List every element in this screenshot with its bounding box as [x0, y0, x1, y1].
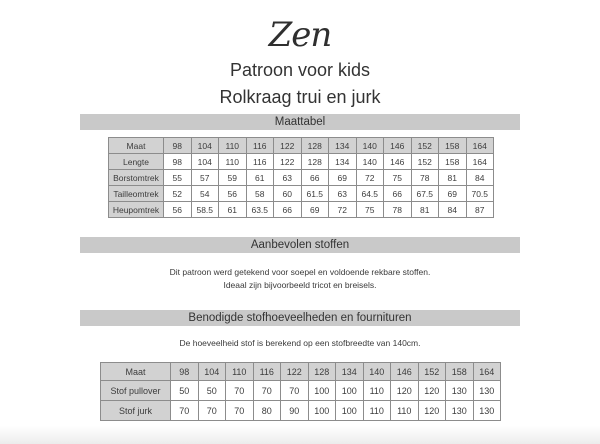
- row-label-tailleomtrek: Tailleomtrek: [109, 186, 164, 202]
- cell-stof-pullover-164: 130: [473, 381, 501, 401]
- table-row-heupomtrek: [109, 202, 494, 218]
- cell-tailleomtrek-146: 66: [384, 186, 412, 202]
- cell-tailleomtrek-116: 58: [246, 186, 274, 202]
- table-header-row: [109, 138, 494, 154]
- cell-lengte-122: 122: [274, 154, 302, 170]
- row-label-stof-pullover: Stof pullover: [101, 381, 171, 401]
- cell-stof-jurk-164: 130: [473, 401, 501, 421]
- cell-tailleomtrek-152: 67.5: [411, 186, 439, 202]
- cell-heupomtrek-146: 78: [384, 202, 412, 218]
- cell-tailleomtrek-98: 52: [164, 186, 192, 202]
- cell-borstomtrek-104: 57: [191, 170, 219, 186]
- cell-stof-jurk-128: 100: [308, 401, 336, 421]
- size-header-label: Maat: [101, 363, 171, 381]
- size-column-134: 134: [329, 138, 357, 154]
- cell-stof-jurk-116: 80: [253, 401, 281, 421]
- page-title: Patroon voor kids: [229, 60, 371, 80]
- size-column-122: 122: [274, 138, 302, 154]
- cell-stof-pullover-128: 100: [308, 381, 336, 401]
- size-column-116: 116: [246, 138, 274, 154]
- cell-stof-pullover-104: 50: [198, 381, 226, 401]
- table-row-tailleomtrek: [109, 186, 494, 202]
- cell-lengte-128: 128: [301, 154, 329, 170]
- cell-stof-jurk-140: 110: [363, 401, 391, 421]
- cell-tailleomtrek-128: 61.5: [301, 186, 329, 202]
- cell-borstomtrek-146: 75: [384, 170, 412, 186]
- size-column-104: 104: [198, 363, 226, 381]
- cell-lengte-152: 152: [411, 154, 439, 170]
- cell-stof-pullover-146: 120: [391, 381, 419, 401]
- size-column-98: 98: [164, 138, 192, 154]
- cell-tailleomtrek-140: 64.5: [356, 186, 384, 202]
- cell-stof-pullover-110: 70: [226, 381, 254, 401]
- size-column-164: 164: [466, 138, 494, 154]
- fabric-width-note: De hoeveelheid stof is berekend op een stofbreedte van 140cm.: [179, 338, 421, 348]
- cell-borstomtrek-140: 72: [356, 170, 384, 186]
- size-column-140: 140: [363, 363, 391, 381]
- cell-lengte-158: 158: [439, 154, 467, 170]
- size-column-146: 146: [384, 138, 412, 154]
- fabrics-text-line: Dit patroon werd getekend voor soepel en voldoende rekbare stoffen.: [169, 267, 431, 277]
- cell-heupomtrek-158: 84: [439, 202, 467, 218]
- table-row-borstomtrek: [109, 170, 494, 186]
- cell-borstomtrek-116: 61: [246, 170, 274, 186]
- size-column-158: 158: [446, 363, 474, 381]
- cell-tailleomtrek-110: 56: [219, 186, 247, 202]
- size-column-164: 164: [473, 363, 501, 381]
- cell-lengte-104: 104: [191, 154, 219, 170]
- cell-borstomtrek-110: 59: [219, 170, 247, 186]
- cell-stof-pullover-134: 100: [336, 381, 364, 401]
- size-column-110: 110: [226, 363, 254, 381]
- cell-tailleomtrek-158: 69: [439, 186, 467, 202]
- cell-borstomtrek-134: 69: [329, 170, 357, 186]
- cell-heupomtrek-134: 72: [329, 202, 357, 218]
- cell-lengte-164: 164: [466, 154, 494, 170]
- cell-stof-jurk-122: 90: [281, 401, 309, 421]
- cell-stof-jurk-134: 100: [336, 401, 364, 421]
- page-subtitle: Rolkraag trui en jurk: [219, 87, 381, 107]
- cell-heupomtrek-122: 66: [274, 202, 302, 218]
- fabric-requirements-table: [100, 362, 501, 421]
- cell-stof-jurk-146: 110: [391, 401, 419, 421]
- cell-stof-jurk-98: 70: [171, 401, 199, 421]
- size-header-label: Maat: [109, 138, 164, 154]
- row-label-stof-jurk: Stof jurk: [101, 401, 171, 421]
- cell-stof-pullover-158: 130: [446, 381, 474, 401]
- row-label-borstomtrek: Borstomtrek: [109, 170, 164, 186]
- table-row-stof-jurk: [101, 401, 501, 421]
- cell-tailleomtrek-134: 63: [329, 186, 357, 202]
- cell-heupomtrek-98: 56: [164, 202, 192, 218]
- size-column-152: 152: [411, 138, 439, 154]
- table-header-row: [101, 363, 501, 381]
- size-column-134: 134: [336, 363, 364, 381]
- cell-stof-pullover-116: 70: [253, 381, 281, 401]
- cell-tailleomtrek-122: 60: [274, 186, 302, 202]
- cell-lengte-140: 140: [356, 154, 384, 170]
- cell-lengte-98: 98: [164, 154, 192, 170]
- cell-borstomtrek-152: 78: [411, 170, 439, 186]
- cell-lengte-110: 110: [219, 154, 247, 170]
- cell-borstomtrek-122: 63: [274, 170, 302, 186]
- cell-borstomtrek-128: 66: [301, 170, 329, 186]
- size-column-152: 152: [418, 363, 446, 381]
- cell-stof-pullover-122: 70: [281, 381, 309, 401]
- cell-borstomtrek-164: 84: [466, 170, 494, 186]
- cell-stof-pullover-98: 50: [171, 381, 199, 401]
- size-column-110: 110: [219, 138, 247, 154]
- cell-stof-jurk-158: 130: [446, 401, 474, 421]
- section-heading-fabric-requirements: Benodigde stofhoeveelheden en fournituren: [80, 310, 520, 326]
- row-label-lengte: Lengte: [109, 154, 164, 170]
- cell-borstomtrek-158: 81: [439, 170, 467, 186]
- size-column-158: 158: [439, 138, 467, 154]
- cell-heupomtrek-152: 81: [411, 202, 439, 218]
- cell-heupomtrek-140: 75: [356, 202, 384, 218]
- size-column-128: 128: [301, 138, 329, 154]
- cell-heupomtrek-128: 69: [301, 202, 329, 218]
- size-column-146: 146: [391, 363, 419, 381]
- cell-lengte-116: 116: [246, 154, 274, 170]
- brand-logo: Zen: [268, 15, 332, 55]
- size-column-128: 128: [308, 363, 336, 381]
- size-column-98: 98: [171, 363, 199, 381]
- size-chart-table: [108, 137, 494, 218]
- page-bottom-shade: [0, 426, 600, 444]
- cell-tailleomtrek-104: 54: [191, 186, 219, 202]
- row-label-heupomtrek: Heupomtrek: [109, 202, 164, 218]
- cell-heupomtrek-110: 61: [219, 202, 247, 218]
- section-heading-size-chart: Maattabel: [80, 114, 520, 130]
- size-column-122: 122: [281, 363, 309, 381]
- cell-heupomtrek-104: 58.5: [191, 202, 219, 218]
- cell-heupomtrek-116: 63.5: [246, 202, 274, 218]
- cell-stof-pullover-152: 120: [418, 381, 446, 401]
- cell-stof-jurk-104: 70: [198, 401, 226, 421]
- cell-stof-jurk-110: 70: [226, 401, 254, 421]
- size-column-140: 140: [356, 138, 384, 154]
- size-column-116: 116: [253, 363, 281, 381]
- cell-borstomtrek-98: 55: [164, 170, 192, 186]
- table-row-lengte: [109, 154, 494, 170]
- cell-lengte-146: 146: [384, 154, 412, 170]
- size-column-104: 104: [191, 138, 219, 154]
- cell-stof-pullover-140: 110: [363, 381, 391, 401]
- section-heading-recommended-fabrics: Aanbevolen stoffen: [80, 237, 520, 253]
- cell-tailleomtrek-164: 70.5: [466, 186, 494, 202]
- fabrics-text-line: Ideaal zijn bijvoorbeeld tricot en breisels.: [223, 280, 377, 290]
- cell-heupomtrek-164: 87: [466, 202, 494, 218]
- table-row-stof-pullover: [101, 381, 501, 401]
- cell-lengte-134: 134: [329, 154, 357, 170]
- cell-stof-jurk-152: 120: [418, 401, 446, 421]
